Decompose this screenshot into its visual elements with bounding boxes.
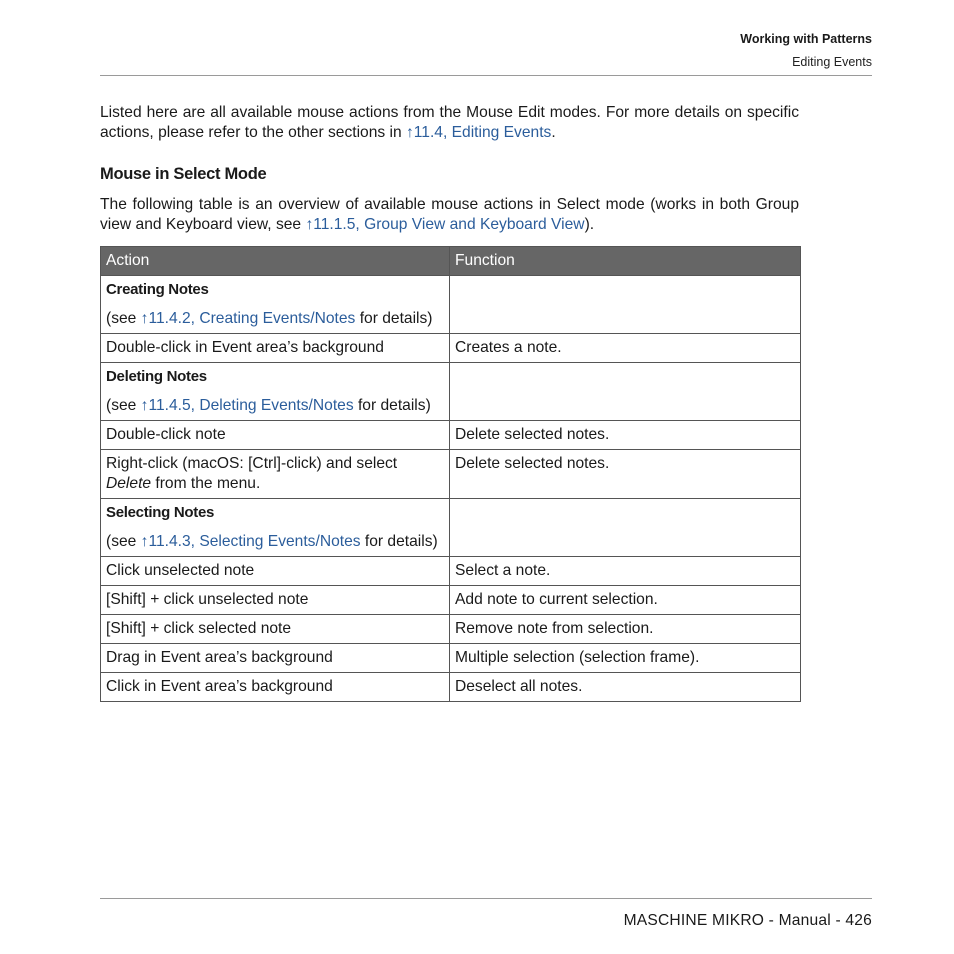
chapter-title: Working with Patterns [740, 32, 872, 46]
table-row [101, 557, 801, 586]
action-cell: Double-click note [101, 421, 450, 450]
running-header [740, 31, 872, 70]
group-title: Selecting Notes [106, 504, 215, 521]
link-selecting-events[interactable]: ↑11.4.3, Selecting Events/Notes [140, 533, 361, 550]
intro-text: Listed here are all available mouse actions from the Mouse Edit modes. For more details on specific actions, please refer to the other sections in [100, 104, 799, 141]
section-text: The following table is an overview of available mouse actions in Select mode (works in both Group view and Keyboard view, see [100, 196, 799, 233]
table-row [101, 615, 801, 644]
page-footer: MASCHINE MIKRO - Manual - 426 [623, 912, 872, 929]
action-cell: Click unselected note [101, 557, 450, 586]
action-cell [101, 450, 450, 499]
function-cell: Multiple selection (selection frame). [450, 644, 801, 673]
group-row-creating [101, 276, 801, 334]
action-cell: Click in Event area’s background [101, 673, 450, 702]
group-see [106, 309, 444, 329]
link-editing-events[interactable]: ↑11.4, Editing Events [405, 124, 552, 141]
function-cell: Delete selected notes. [450, 450, 801, 499]
empty-cell [450, 499, 801, 557]
table-row [101, 673, 801, 702]
link-group-view[interactable]: ↑11.1.5, Group View and Keyboard View [305, 216, 585, 233]
footer-divider [100, 898, 872, 899]
table-row [101, 421, 801, 450]
table-row [101, 586, 801, 615]
group-cell [101, 363, 450, 421]
section-paragraph [100, 195, 799, 235]
empty-cell [450, 363, 801, 421]
see-prefix: (see [106, 310, 141, 327]
function-cell: Deselect all notes. [450, 673, 801, 702]
group-title: Creating Notes [106, 281, 209, 298]
table-row [101, 450, 801, 499]
action-cell: Double-click in Event area’s background [101, 334, 450, 363]
group-cell [101, 499, 450, 557]
mouse-actions-table [100, 246, 801, 702]
action-cell: [Shift] + click selected note [101, 615, 450, 644]
function-cell: Delete selected notes. [450, 421, 801, 450]
header-divider [100, 75, 872, 76]
intro-tail: . [551, 124, 556, 141]
see-suffix: for details) [353, 397, 431, 414]
table-row [101, 334, 801, 363]
function-cell: Add note to current selection. [450, 586, 801, 615]
see-suffix: for details) [360, 533, 438, 550]
link-deleting-events[interactable]: ↑11.4.5, Deleting Events/Notes [140, 397, 354, 414]
section-title: Editing Events [792, 55, 872, 69]
action-cell: [Shift] + click unselected note [101, 586, 450, 615]
group-row-selecting [101, 499, 801, 557]
action-italic: Delete [106, 475, 152, 492]
intro-paragraph [100, 103, 799, 143]
group-see [106, 396, 444, 416]
see-suffix: for details) [355, 310, 433, 327]
section-tail: ). [584, 216, 595, 233]
action-suffix: from the menu. [151, 475, 261, 492]
header-action: Action [101, 247, 450, 276]
table-header-row [101, 247, 801, 276]
group-see [106, 532, 444, 552]
group-row-deleting [101, 363, 801, 421]
empty-cell [450, 276, 801, 334]
see-prefix: (see [106, 397, 141, 414]
function-cell: Remove note from selection. [450, 615, 801, 644]
action-prefix: Right-click (macOS: [Ctrl]-click) and select [106, 455, 398, 472]
function-cell: Creates a note. [450, 334, 801, 363]
group-cell [101, 276, 450, 334]
group-title: Deleting Notes [106, 368, 207, 385]
link-creating-events[interactable]: ↑11.4.2, Creating Events/Notes [140, 310, 356, 327]
table-row [101, 644, 801, 673]
see-prefix: (see [106, 533, 141, 550]
action-cell: Drag in Event area’s background [101, 644, 450, 673]
header-function: Function [450, 247, 801, 276]
function-cell: Select a note. [450, 557, 801, 586]
section-heading: Mouse in Select Mode [100, 165, 267, 183]
